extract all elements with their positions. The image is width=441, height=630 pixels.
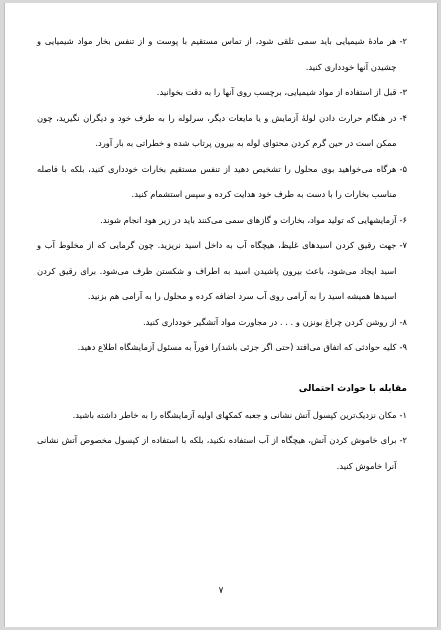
list-item: [37, 233, 407, 310]
safety-rules-list: [37, 29, 407, 361]
item-text: هرگاه می‌خواهید بوی محلول را تشخیص دهید از تنفس مستقیم بخارات خودداری کنید، بلکه با فاصله مناسب بخارات را با دست به طرف خود هدایت کرده و سپس استشمام کنید.: [37, 163, 397, 199]
item-text: از روشن کردن چراغ بونزن و . . . در مجاورت مواد آتشگیر خودداری کنید.: [142, 316, 397, 327]
item-number: ۷-: [399, 240, 407, 250]
item-text: قبل از استفاده از مواد شیمیایی، برچسب روی آنها را به دقت بخوانید.: [156, 87, 397, 97]
list-item: [37, 80, 407, 106]
page-content: [37, 29, 407, 479]
list-item: [37, 208, 407, 234]
item-number: ۲-: [399, 435, 407, 445]
item-number: ۴-: [399, 112, 407, 123]
item-number: ۹-: [399, 342, 407, 352]
item-text: کلیه حوادثی که اتفاق می‌افتد (حتی اگر جزئی باشد)را فوراً به مسئول آزمایشگاه اطلاع دهید.: [77, 342, 397, 352]
list-item: [37, 310, 407, 336]
item-number: ۶-: [399, 214, 407, 225]
list-item: [37, 335, 407, 361]
item-text: هر مادهٔ شیمیایی باید سمی تلقی شود، از تماس مستقیم با پوست و از تنفس بخار مواد شیمیایی و چشیدن آنها خودداری کنید.: [37, 36, 397, 72]
list-item: [37, 29, 407, 80]
list-item: [37, 106, 407, 157]
item-text: در هنگام حرارت دادن لولهٔ آزمایش و یا مایعات دیگر، سرلوله را به طرف خود و دیگران نگیرید، چون ممکن است در حین گرم کردن محتوای لوله به بیرون پرتاب شده و خطراتی به بار آورد.: [37, 112, 397, 148]
list-item: [37, 157, 407, 208]
incident-response-list: [37, 403, 407, 480]
item-text: برای خاموش کردن آتش، هیچگاه از آب استفاده نکنید، بلکه با استفاده از کپسول مخصوص آتش نشانی آنرا خاموش کنید.: [37, 435, 397, 471]
item-number: ۱-: [399, 409, 407, 420]
item-number: ۸-: [399, 316, 407, 327]
list-item: [37, 428, 407, 479]
item-number: ۲-: [399, 36, 407, 46]
item-text: آزمایشهایی که تولید مواد، بخارات و گازهای سمی می‌کنند باید در زیر هود انجام شوند.: [100, 214, 397, 225]
page-number: ۷: [218, 586, 224, 596]
item-text: مکان نزدیک‌ترین کپسول آتش نشانی و جعبه کمکهای اولیه آزمایشگاه را به خاطر داشته باشید.: [72, 409, 397, 420]
item-text: جهت رقیق کردن اسیدهای غلیظ، هیچگاه آب به داخل اسید نریزید. چون گرمایی که از مخلوط آب و اسید ایجاد می‌شود، باعث بیرون پاشیدن اسید به اطراف و شکستن ظرف می‌شود. برای رقیق کردن اسیدها همیشه اسید را به آرامی روی آب سرد اضافه کرده و محلول را به آرامی هم بزنید.: [37, 240, 397, 301]
section-heading: مقابله با حوادث احتمالی: [298, 383, 407, 394]
document-page: [4, 3, 438, 627]
item-number: ۵-: [399, 163, 407, 174]
item-number: ۳-: [399, 87, 407, 97]
list-item: [37, 403, 407, 429]
